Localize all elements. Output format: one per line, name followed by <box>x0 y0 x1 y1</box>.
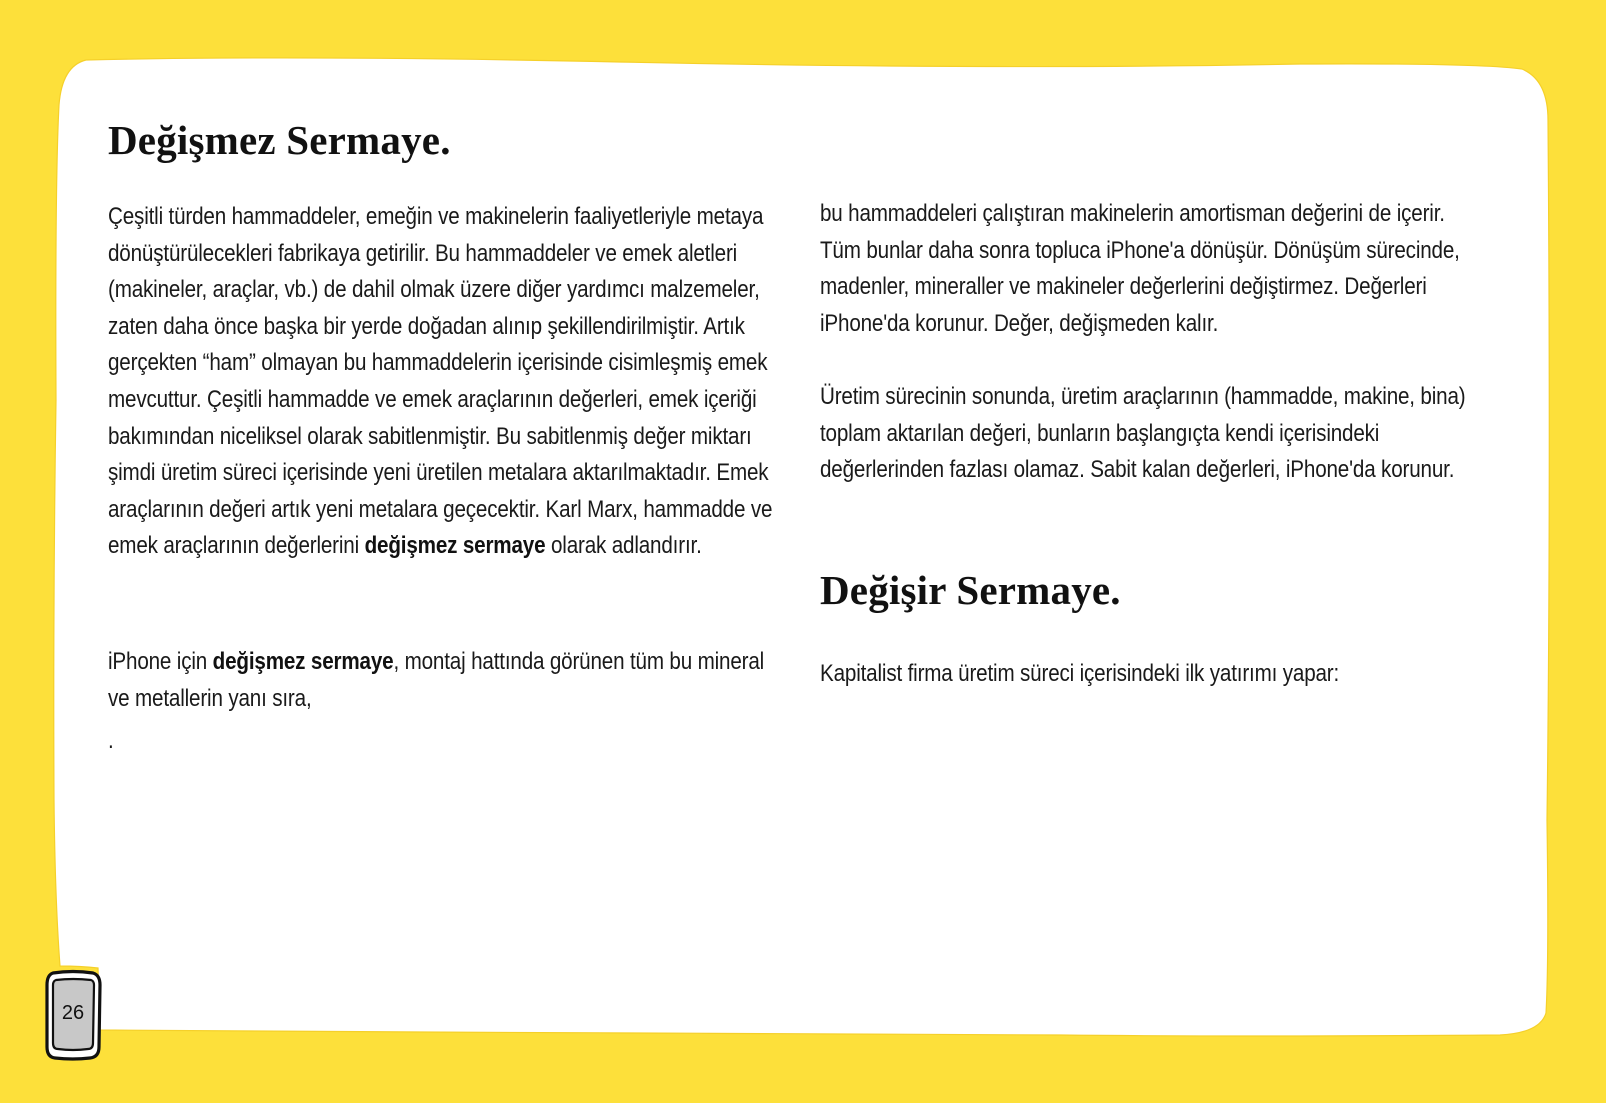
paragraph-raw-materials <box>108 199 775 565</box>
heading-degismez-sermaye: Değişmez Sermaye. <box>108 117 451 163</box>
heading-degisir-sermaye: Değişir Sermaye. <box>820 567 1121 613</box>
paragraph-text: olarak adlandırır. <box>545 532 702 560</box>
paragraph-capitalist-investment: Kapitalist firma üretim süreci içerisindeki ilk yatırımı yapar: <box>820 660 1340 687</box>
paragraph-machines-depreciation: bu hammaddeleri çalıştıran makinelerin amortisman değerini de içerir. Tüm bunlar daha sonra topluca iPhone'a dönüşür. Dönüşüm sürecinde, madenler, mineraller ve makineler değerlerini değiştirmez. Değerleri iPhone'da korunur. Değer, değişmeden kalır. <box>820 200 1460 337</box>
paragraph-text: Çeşitli türden hammaddeler, emeğin ve makinelerin faaliyetleriyle metaya dönüştürülecekleri fabrikaya getirilir. Bu hammaddeler ve emek aletleri (makineler, araçlar, vb.) de dahil olmak üzere diğer yardımcı malzemeler, zaten daha önce başka bir yerde doğadan alınıp şekillendirilmiştir. Artık gerçekten “ham” olmayan bu hammaddelerin içerisinde cisimleşmiş emek mevcuttur. Çeşitli hammadde ve emek araçlarının değerleri, emek içeriği bakımından niceliksel olarak sabitlenmiştir. Bu sabitlenmiş değer miktarı şimdi üretim süreci içerisinde yeni üretilen metalara aktarılmaktadır. Emek araçlarının değeri artık yeni metalara geçecektir. Karl Marx, hammadde ve emek araçlarının değerlerini <box>108 203 773 560</box>
bold-term: değişmez sermaye <box>364 532 546 560</box>
paragraph-dot: . <box>108 727 114 754</box>
paragraph-production-end: Üretim sürecinin sonunda, üretim araçlarının (hammadde, makine, bina) toplam aktarılan değeri, bunların başlangıçta kendi içerisindeki değerlerinden fazlası olamaz. Sabit kalan değerleri, iPhone'da korunur. <box>820 383 1466 484</box>
paragraph-iphone-constant-capital <box>108 644 775 717</box>
page-number: 26 <box>61 1002 85 1024</box>
bold-term: değişmez sermaye <box>212 648 394 675</box>
paragraph-text: iPhone için <box>108 648 213 675</box>
paragraph-text: , montaj hattında görünen tüm bu mineral ve metallerin yanı sıra, <box>108 648 765 712</box>
